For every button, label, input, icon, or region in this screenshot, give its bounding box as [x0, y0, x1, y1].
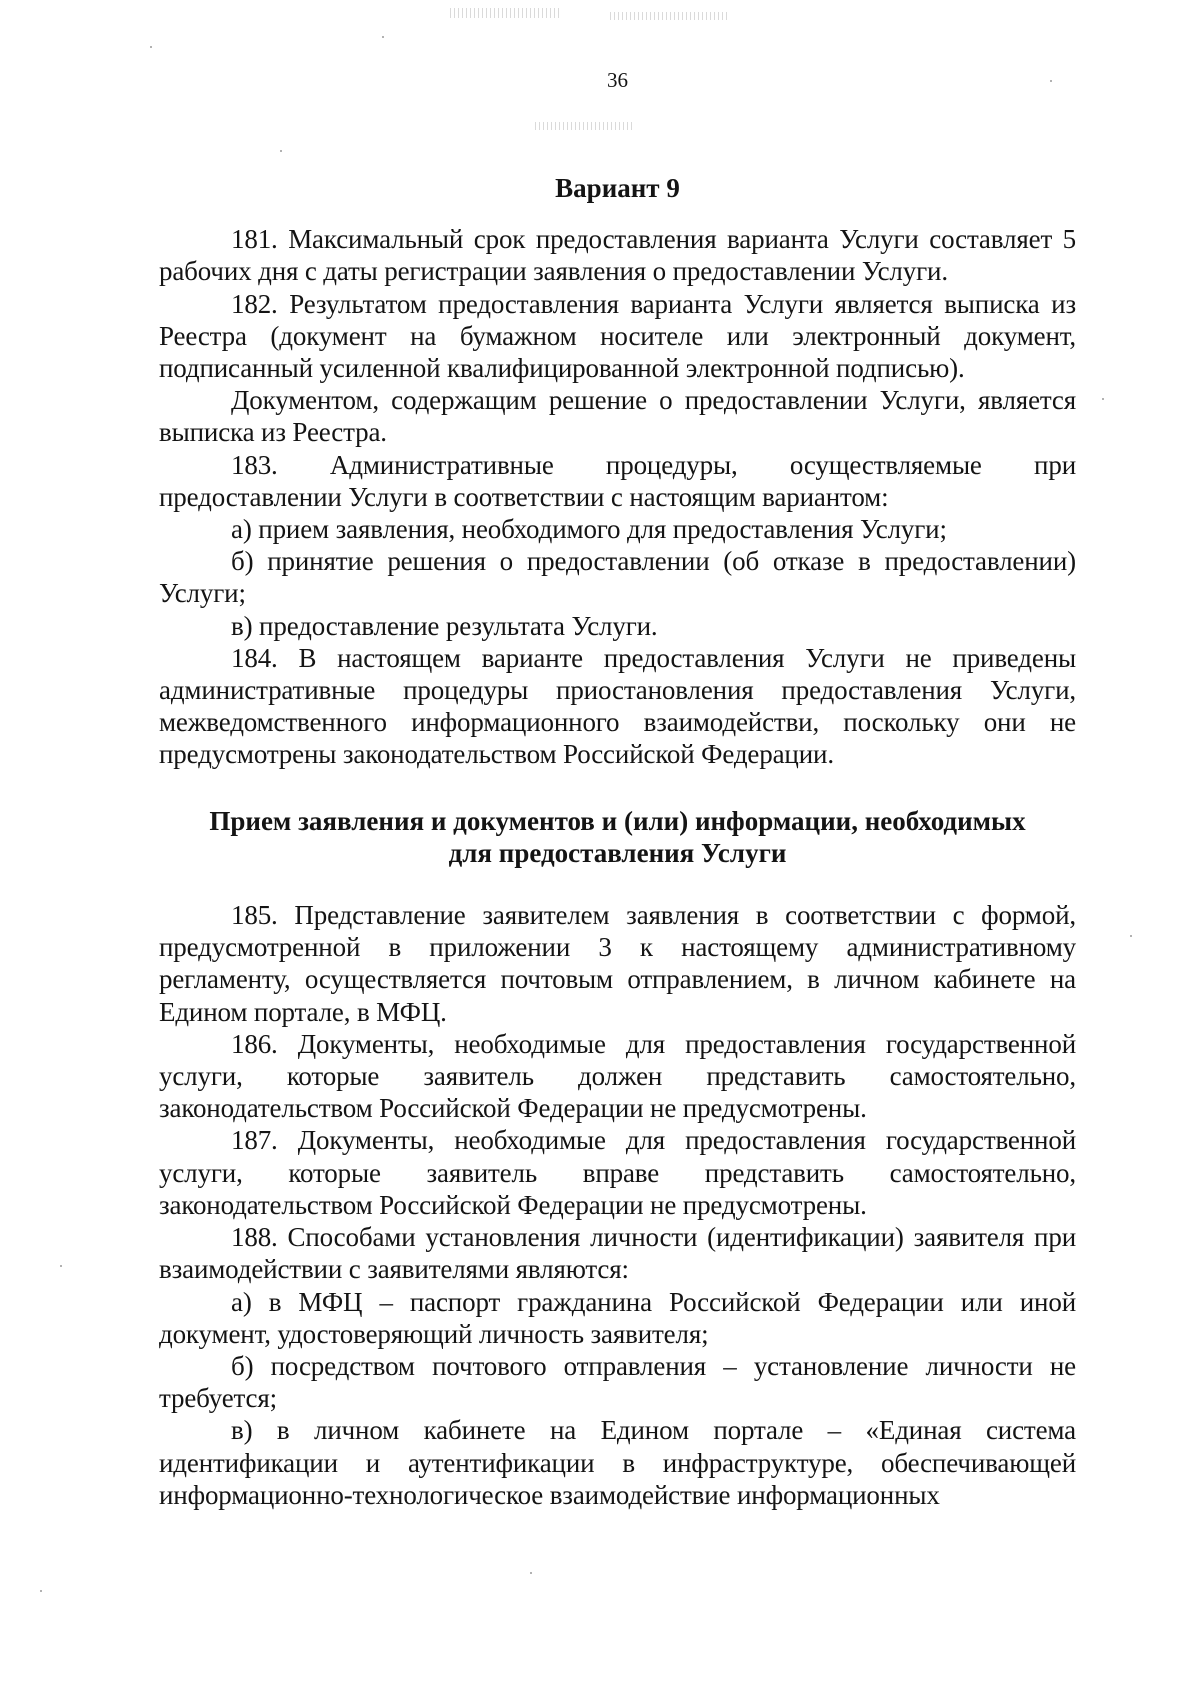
paragraph-188-a: а) в МФЦ – паспорт гражданина Российской Федерации или иной документ, удостоверяющий личность заявителя; — [159, 1286, 1076, 1349]
scan-speck — [382, 36, 384, 38]
scan-speck — [60, 1265, 62, 1267]
scan-speck — [1130, 935, 1132, 937]
paragraph-188-v: в) в личном кабинете на Едином портале – «Единая система идентификации и аутентификации в инфраструктуре, обеспечивающей информационно-технологическое взаимодействие информационных — [159, 1415, 1076, 1510]
scan-noise — [535, 122, 635, 130]
paragraph-185: 185. Представление заявителем заявления в соответствии с формой, предусмотренной в приложении 3 к настоящему административному регламенту, осуществляется почтовым отправлением, в личном кабинете на Едином портале, в МФЦ. — [159, 900, 1076, 1027]
paragraph-184: 184. В настоящем варианте предоставления Услуги не приведены административные процедуры приостановления предоставления Услуги, межведомственного информационного взаимодействи, поскольку они не предусмотрены законодательством Российской Федерации. — [159, 642, 1076, 770]
scan-noise — [450, 8, 560, 18]
variant-title: Вариант 9 — [555, 173, 680, 203]
paragraph-183-b: б) принятие решения о предоставлении (об отказе в предоставлении) Услуги; — [159, 546, 1076, 609]
section-heading-line-2: для предоставления Услуги — [448, 837, 787, 868]
section-heading — [159, 805, 1076, 869]
scan-speck — [150, 46, 152, 48]
scan-speck — [280, 150, 282, 152]
section-heading-line-1: Прием заявления и документов и (или) информации, необходимых — [209, 805, 1026, 836]
paragraph-result-document: Документом, содержащим решение о предоставлении Услуги, является выписка из Реестра. — [159, 385, 1076, 448]
scan-noise — [610, 12, 730, 20]
paragraph-181: 181. Максимальный срок предоставления варианта Услуги составляет 5 рабочих дня с даты регистрации заявления о предоставлении Услуги. — [159, 224, 1076, 287]
paragraph-182: 182. Результатом предоставления варианта Услуги является выписка из Реестра (документ на бумажном носителе или электронный документ, подписанный усиленной квалифицированной электронной подписью). — [159, 288, 1076, 384]
document-body — [159, 172, 1076, 1511]
paragraph-188: 188. Способами установления личности (идентификации) заявителя при взаимодействии с заявителями являются: — [159, 1222, 1076, 1285]
page-number: 36 — [607, 68, 628, 92]
paragraph-183-a: а) прием заявления, необходимого для предоставления Услуги; — [231, 514, 947, 545]
scan-speck — [40, 1590, 42, 1592]
scan-speck — [530, 1572, 532, 1574]
scan-speck — [1102, 398, 1104, 400]
paragraph-187: 187. Документы, необходимые для предоставления государственной услуги, которые заявитель вправе представить самостоятельно, законодательством Российской Федерации не предусмотрены. — [159, 1125, 1076, 1220]
paragraph-183: 183. Административные процедуры, осуществляемые при предоставлении Услуги в соответствии с настоящим вариантом: — [159, 449, 1076, 512]
paragraph-188-b: б) посредством почтового отправления – установление личности не требуется; — [159, 1350, 1076, 1414]
paragraph-186: 186. Документы, необходимые для предоставления государственной услуги, которые заявитель должен представить самостоятельно, законодательством Российской Федерации не предусмотрены. — [159, 1028, 1076, 1124]
paragraph-183-v: в) предоставление результата Услуги. — [231, 610, 658, 641]
